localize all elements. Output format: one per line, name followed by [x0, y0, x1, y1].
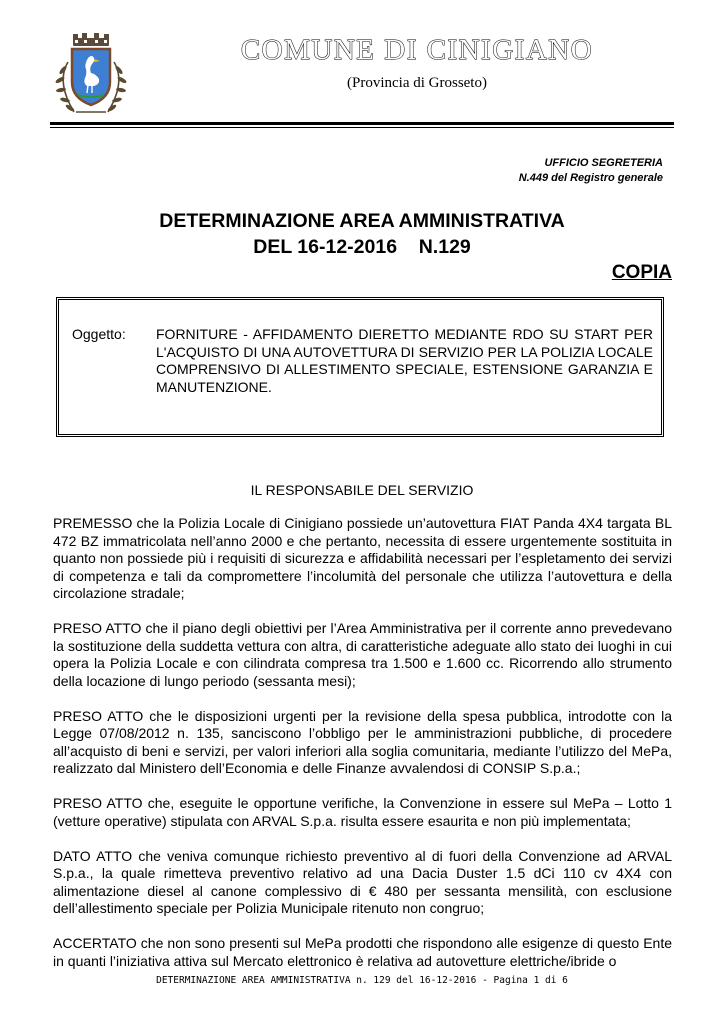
province-subtitle: (Provincia di Grosseto) [347, 75, 487, 91]
paragraph-preso-atto-legge: PRESO ATTO che le disposizioni urgenti per la revisione della spesa pubblica, introdotte con la Legge 07/08/2012 n. 135, sanciscono l’obbligo per le amministrazioni pubbliche, di procedere all’acquisto di beni e servizi, per valori inferiori alla soglia comunitaria, mediante l’utilizzo del MePa, realizzato dal Ministero dell’Economia e delle Finanze avvalendosi di CONSIP S.p.a.; [53, 707, 672, 776]
subject-text: FORNITURE - AFFIDAMENTO DIERETTO MEDIANTE RDO SU START PER L'ACQUISTO DI UNA AUTOVETTURA DI SERVIZIO PER LA POLIZIA LOCALE COMPRENSIVO DI ALLESTIMENTO SPECIALE, ESTENSIONE GARANZIA E MANUTENZIONE. [156, 326, 653, 395]
register-number: N.449 del Registro generale [518, 172, 663, 184]
copy-label: COPIA [611, 262, 672, 283]
responsible-heading: IL RESPONSABILE DEL SERVIZIO [250, 482, 474, 498]
paragraph-preso-atto-convenzione: PRESO ATTO che, eseguite le opportune verifiche, la Convenzione in essere sul MePa – Lotto 1 (vetture operative) stipulata con ARVAL S.p.a. risulta essere esaurita e non più implementata; [53, 795, 672, 829]
subject-label: Oggetto: [72, 326, 126, 342]
paragraph-premesso: PREMESSO che la Polizia Locale di Cinigiano possiede un’autovettura FIAT Panda 4X4 targata BL 472 BZ immatricolata nell’anno 2000 e che pertanto, necessita di essere urgentemente sostituita in quanto non possiede più i requisiti di sicurezza e affidabilità necessari per l’espletamento dei servizi di competenza e tali da compromettere l’incolumità del personale che utilizza l’autovettura e della circolazione stradale; [53, 515, 672, 601]
paragraph-accertato: ACCERTATO che non sono presenti sul MePa prodotti che rispondono alle esigenze di questo Ente in quanti l’iniziativa attiva sul Mercato elettronico è relativa ad autovetture elettriche/ibride o [53, 935, 672, 969]
paragraph-preso-atto-piano: PRESO ATTO che il piano degli obiettivi per l’Area Amministrativa per il corrente anno prevedevano la sostituzione della suddetta vettura con altra, di caratteristiche adeguate allo stato dei luoghi in cui opera la Polizia Locale e con cilindrata compresa tra 1.500 e 1.600 cc. Ricorrendo allo strumento della locazione di lungo periodo (sessanta mesi); [53, 620, 672, 689]
office-block [519, 156, 663, 186]
header-rule-thick [50, 122, 674, 125]
header-rule-thin [50, 127, 674, 128]
determination-title-line1: DETERMINAZIONE AREA AMMINISTRATIVA [159, 210, 565, 232]
municipality-title: COMUNE DI CINIGIANO [240, 34, 594, 66]
paragraph-dato-atto: DATO ATTO che veniva comunque richiesto preventivo al di fuori della Convenzione ad ARVAL S.p.a., la quale rimetteva preventivo relativo ad una Dacia Duster 1.5 dCi 110 cv 4X4 con alimentazione diesel al canone complessivo di € 480 per sessanta mensilità, con esclusione dell’allestimento speciale per Polizia Municipale ritenuto non congruo; [53, 847, 672, 916]
determination-title-line2: DEL 16-12-2016 N.129 [253, 236, 471, 258]
page-footer: DETERMINAZIONE AREA AMMINISTRATIVA n. 129 del 16-12-2016 - Pagina 1 di 6 [156, 975, 568, 986]
determination-title [60, 208, 664, 260]
subject-box [56, 297, 664, 437]
coat-of-arms-icon [48, 32, 134, 120]
office-name: UFFICIO SEGRETERIA [544, 157, 663, 169]
document-body [53, 515, 672, 970]
